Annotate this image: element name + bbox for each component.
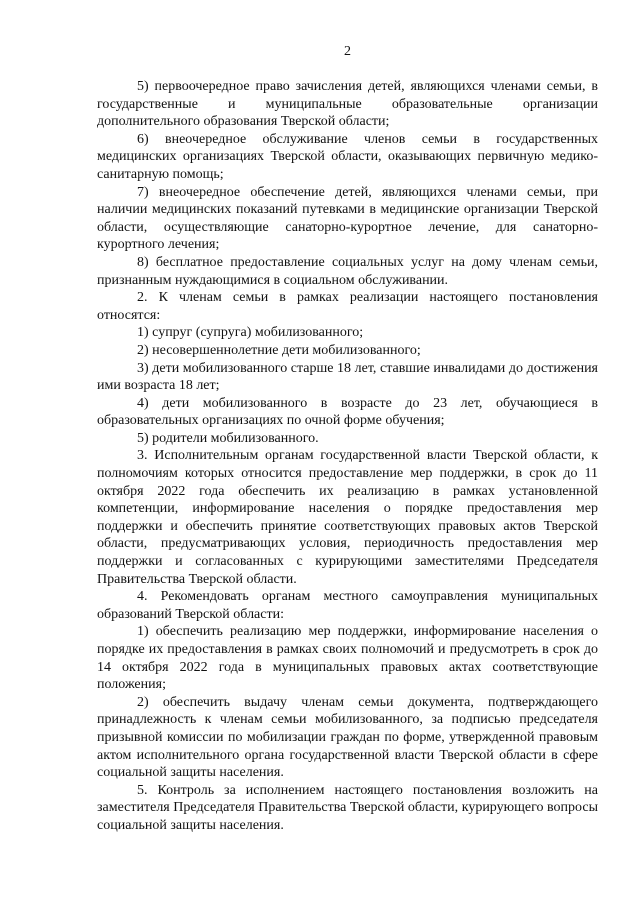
paragraph: 5) первоочередное право зачисления детей, являющихся членами семьи, в государственные и муниципальные образовательные организации дополнительного образования Тверской области; (97, 79, 598, 130)
paragraph: 2) несовершеннолетние дети мобилизованного; (137, 342, 421, 358)
document-body (97, 78, 598, 835)
paragraph: 3) дети мобилизованного старше 18 лет, ставшие инвалидами до достижения ими возраста 18 лет; (97, 360, 598, 394)
paragraph: 1) супруг (супруга) мобилизованного; (137, 325, 364, 341)
paragraph: 5) родители мобилизованного. (137, 430, 319, 446)
page-number: 2 (344, 44, 351, 59)
paragraph: 4) дети мобилизованного в возрасте до 23 лет, обучающиеся в образовательных организациях по очной форме обучения; (97, 395, 598, 429)
paragraph: 6) внеочередное обслуживание членов семьи в государственных медицинских организациях Тверской области, оказывающих первичную медико-санитарную помощь; (97, 131, 598, 182)
paragraph: 3. Исполнительным органам государственной власти Тверской области, к полномочиям которых относится предоставление мер поддержки, в срок до 11 октября 2022 года обеспечить их реализацию в рамках установленной компетенции, информирование населения о порядке предоставления мер поддержки и обеспечить принятие соответствующих правовых актов Тверской области, предусматривающих условия, периодичность предоставления мер поддержки и согласованных с курирующими заместителями Председателя Правительства Тверской области. (97, 448, 598, 587)
paragraph: 8) бесплатное предоставление социальных услуг на дому членам семьи, признанным нуждающимися в социальном обслуживании. (97, 254, 598, 288)
paragraph: 7) внеочередное обеспечение детей, являющихся членами семьи, при наличии медицинских показаний путевками в медицинские организации Тверской области, осуществляющие санаторно-курортное лечение, для санаторно-курортного лечения; (97, 184, 598, 253)
paragraph: 2) обеспечить выдачу членам семьи документа, подтверждающего принадлежность к членам семьи мобилизованного, за подписью председателя призывной комиссии по мобилизации граждан по форме, утвержденной правовым актом исполнительного органа государственной власти Тверской области в сфере социальной защиты населения. (97, 694, 598, 781)
paragraph: 1) обеспечить реализацию мер поддержки, информирование населения о порядке их предоставления в рамках своих полномочий и предусмотреть в срок до 14 октября 2022 года в муниципальных правовых актах соответствующие положения; (97, 624, 598, 693)
paragraph: 2. К членам семьи в рамках реализации настоящего постановления относятся: (97, 290, 598, 323)
paragraph: 5. Контроль за исполнением настоящего постановления возложить на заместителя Председателя Правительства Тверской области, курирующего вопросы социальной защиты населения. (97, 782, 598, 833)
paragraph: 4. Рекомендовать органам местного самоуправления муниципальных образований Тверской области: (97, 589, 598, 622)
